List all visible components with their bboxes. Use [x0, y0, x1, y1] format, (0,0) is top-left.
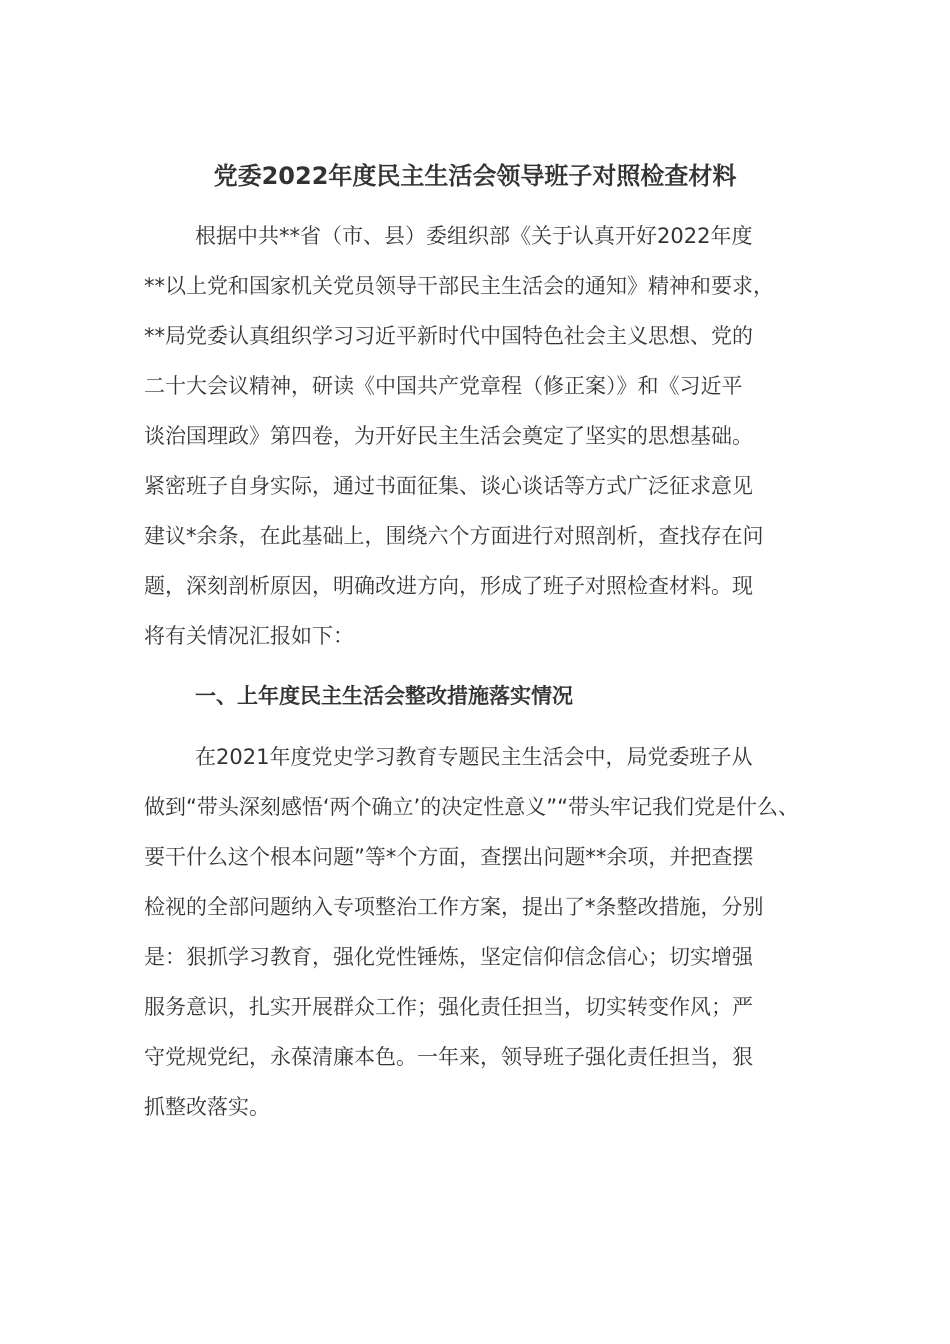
paragraph-line: 将有关情况汇报如下：: [144, 624, 354, 648]
paragraph-line: 服务意识，扎实开展群众工作；强化责任担当，切实转变作风；严: [144, 995, 753, 1019]
paragraph-line: 二十大会议精神，研读《中国共产党章程（修正案）》和《习近平: [144, 374, 743, 398]
section-heading: 一、上年度民主生活会整改措施落实情况: [195, 684, 573, 708]
document-title: 党委2022年度民主生活会领导班子对照检查材料: [213, 162, 737, 190]
paragraph-line: 要干什么这个根本问题”等*个方面，查摆出问题**余项，并把查摆: [144, 845, 754, 869]
paragraph-line: 做到“带头深刻感悟‘两个确立’的决定性意义”“带头牢记我们党是什么、: [144, 795, 799, 819]
paragraph-line: 是：狠抓学习教育，强化党性锤炼，坚定信仰信念信心；切实增强: [144, 945, 753, 969]
paragraph-line: 守党规党纪，永葆清廉本色。一年来，领导班子强化责任担当，狠: [144, 1045, 753, 1069]
paragraph-line: **以上党和国家机关党员领导干部民主生活会的通知》精神和要求，: [144, 274, 774, 298]
paragraph-line: 紧密班子自身实际，通过书面征集、谈心谈话等方式广泛征求意见: [144, 474, 753, 498]
section-paragraph: [144, 732, 834, 1132]
paragraph-line: 建议*余条，在此基础上，围绕六个方面进行对照剖析，查找存在问: [144, 524, 764, 548]
paragraph-line: 在2021年度党史学习教育专题民主生活会中，局党委班子从: [195, 745, 753, 769]
paragraph-line: 根据中共**省（市、县）委组织部《关于认真开好2022年度: [195, 224, 753, 248]
paragraph-line: **局党委认真组织学习习近平新时代中国特色社会主义思想、党的: [144, 324, 753, 348]
intro-paragraph: [144, 211, 834, 661]
paragraph-line: 题，深刻剖析原因，明确改进方向，形成了班子对照检查材料。现: [144, 574, 753, 598]
paragraph-line: 检视的全部问题纳入专项整治工作方案，提出了*条整改措施，分别: [144, 895, 764, 919]
paragraph-line: 抓整改落实。: [144, 1095, 270, 1119]
paragraph-line: 谈治国理政》第四卷，为开好民主生活会奠定了坚实的思想基础。: [144, 424, 753, 448]
